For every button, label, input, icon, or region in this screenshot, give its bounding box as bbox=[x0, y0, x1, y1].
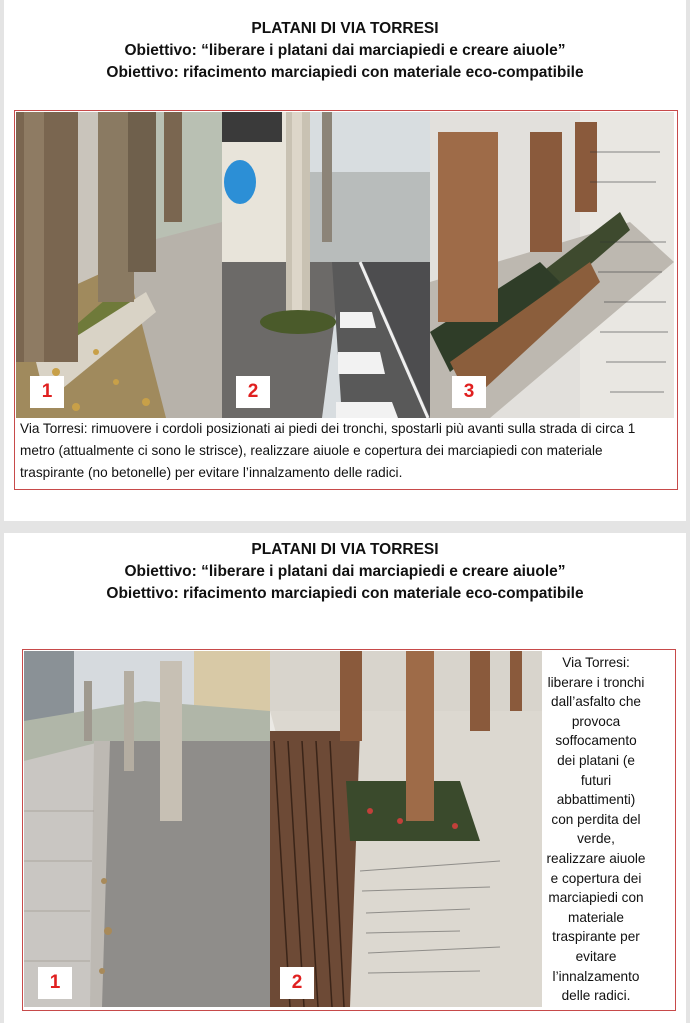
photo-2-number: 2 bbox=[236, 376, 270, 408]
photo-1 bbox=[16, 112, 222, 418]
photo-2 bbox=[270, 651, 542, 1007]
photo-1-number: 1 bbox=[30, 376, 64, 408]
slide-2 bbox=[4, 533, 686, 1023]
slide-1-caption: Via Torresi: rimuovere i cordoli posizionati ai piedi dei tronchi, spostarli più avanti sulla strada di circa 1 metro (attualmente ci sono le strisce), realizzare aiuole e copertura dei marciapiedi con materiale traspirante (no betonelle) per evitare l’innalzamento delle radici. bbox=[20, 421, 636, 480]
photo-3-number: 3 bbox=[452, 376, 486, 408]
photo-3 bbox=[430, 112, 674, 418]
photo-2-number: 2 bbox=[280, 967, 314, 999]
objective-line-1: Obiettivo: “liberare i platani dai marciapiedi e creare aiuole” bbox=[124, 42, 566, 59]
slide-2-heading bbox=[4, 539, 686, 605]
objective-line-1: Obiettivo: “liberare i platani dai marciapiedi e creare aiuole” bbox=[124, 563, 566, 580]
slide-2-caption: Via Torresi: liberare i tronchi dall’asfalto che provoca soffocamento dei platani (e futuri abbattimenti) con perdita del verde, realizzare aiuole e copertura dei marciapiedi con materiale traspirante per evitare l’innalzamento delle radici. bbox=[546, 655, 646, 1004]
photo-2 bbox=[222, 112, 430, 418]
slide-title: PLATANI DI VIA TORRESI bbox=[251, 20, 439, 37]
objective-line-2: Obiettivo: rifacimento marciapiedi con materiale eco-compatibile bbox=[106, 64, 584, 81]
photo-1-number: 1 bbox=[38, 967, 72, 999]
photo-1 bbox=[24, 651, 270, 1007]
objective-line-2: Obiettivo: rifacimento marciapiedi con materiale eco-compatibile bbox=[106, 585, 584, 602]
slide-1 bbox=[4, 0, 686, 521]
slide-title: PLATANI DI VIA TORRESI bbox=[251, 541, 439, 558]
slide-1-heading bbox=[4, 18, 686, 84]
